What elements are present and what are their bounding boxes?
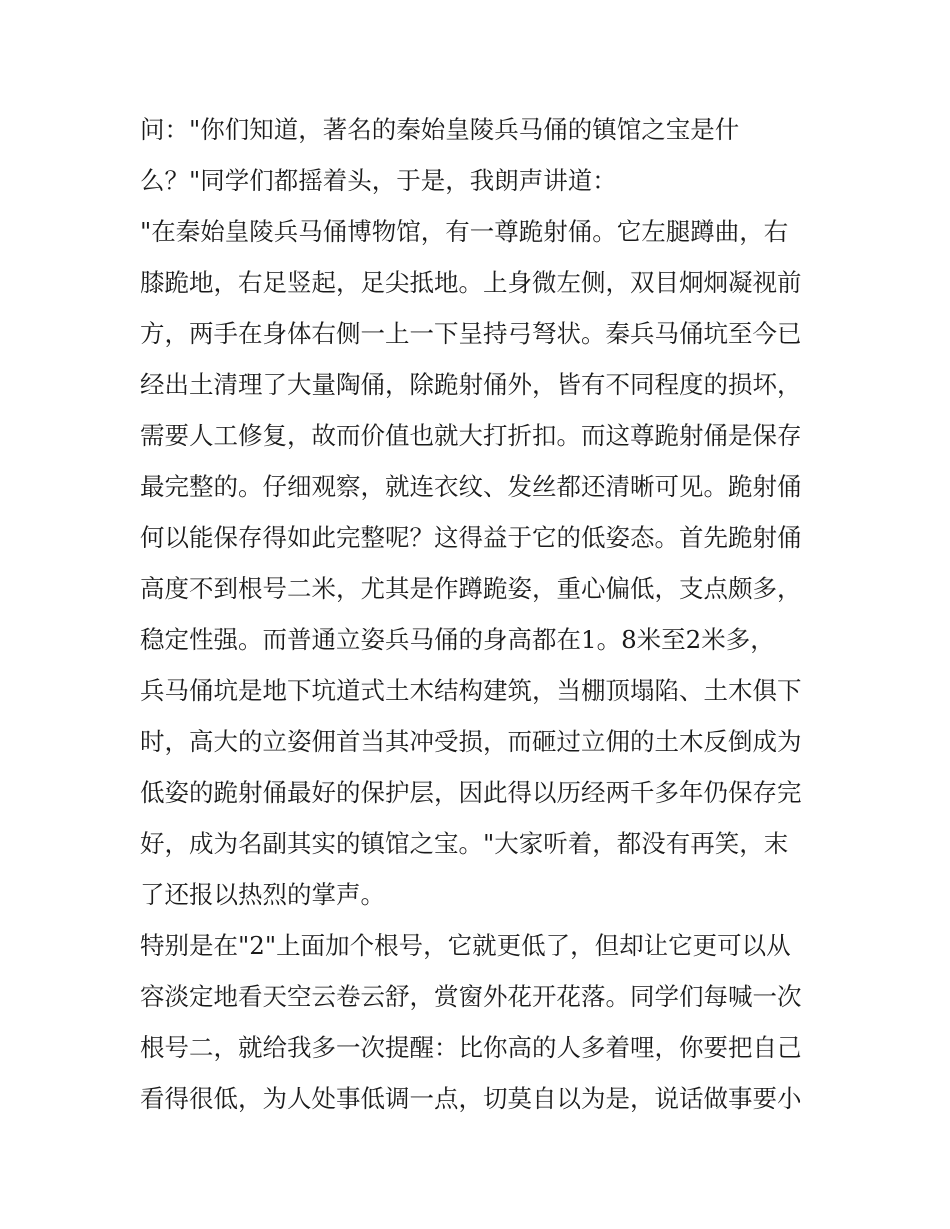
text-line: 么？"同学们都摇着头，于是，我朗声讲道： <box>140 166 617 195</box>
text-line: 容淡定地看天空云卷云舒，赏窗外花开花落。同学们每喊一次 <box>140 982 802 1011</box>
text-line: 兵马俑坑是地下坑道式土木结构建筑，当棚顶塌陷、土木俱下 <box>140 676 802 705</box>
text-line: 特别是在"2"上面加个根号，它就更低了，但却让它更可以从 <box>140 931 791 960</box>
text-line: 高度不到根号二米，尤其是作蹲跪姿，重心偏低，支点颇多， <box>140 574 802 603</box>
text-line: 稳定性强。而普通立姿兵马俑的身高都在1。8米至2米多， <box>140 625 775 654</box>
text-line: 膝跪地，右足竖起，足尖抵地。上身微左侧，双目炯炯凝视前 <box>140 268 802 297</box>
text-line: 最完整的。仔细观察，就连衣纹、发丝都还清晰可见。跪射俑 <box>140 472 802 501</box>
text-line: "在秦始皇陵兵马俑博物馆，有一尊跪射俑。它左腿蹲曲，右 <box>140 217 789 246</box>
body-text <box>140 104 820 1124</box>
text-line: 时，高大的立姿佣首当其冲受损，而砸过立佣的土木反倒成为 <box>140 727 802 756</box>
text-line: 经出土清理了大量陶俑，除跪射俑外，皆有不同程度的损坏， <box>140 370 802 399</box>
text-line: 根号二，就给我多一次提醒：比你高的人多着哩，你要把自己 <box>140 1033 802 1062</box>
text-line: 好，成为名副其实的镇馆之宝。"大家听着，都没有再笑，末 <box>140 829 789 858</box>
text-line: 了还报以热烈的掌声。 <box>140 880 385 909</box>
text-line: 需要人工修复，故而价值也就大打折扣。而这尊跪射俑是保存 <box>140 421 802 450</box>
text-line: 低姿的跪射俑最好的保护层，因此得以历经两千多年仍保存完 <box>140 778 802 807</box>
text-line: 问："你们知道，著名的秦始皇陵兵马俑的镇馆之宝是什 <box>140 115 740 144</box>
text-line: 方，两手在身体右侧一上一下呈持弓弩状。秦兵马俑坑至今已 <box>140 319 802 348</box>
text-line: 看得很低，为人处事低调一点，切莫自以为是，说话做事要小 <box>140 1084 802 1113</box>
text-line: 何以能保存得如此完整呢？这得益于它的低姿态。首先跪射俑 <box>140 523 802 552</box>
